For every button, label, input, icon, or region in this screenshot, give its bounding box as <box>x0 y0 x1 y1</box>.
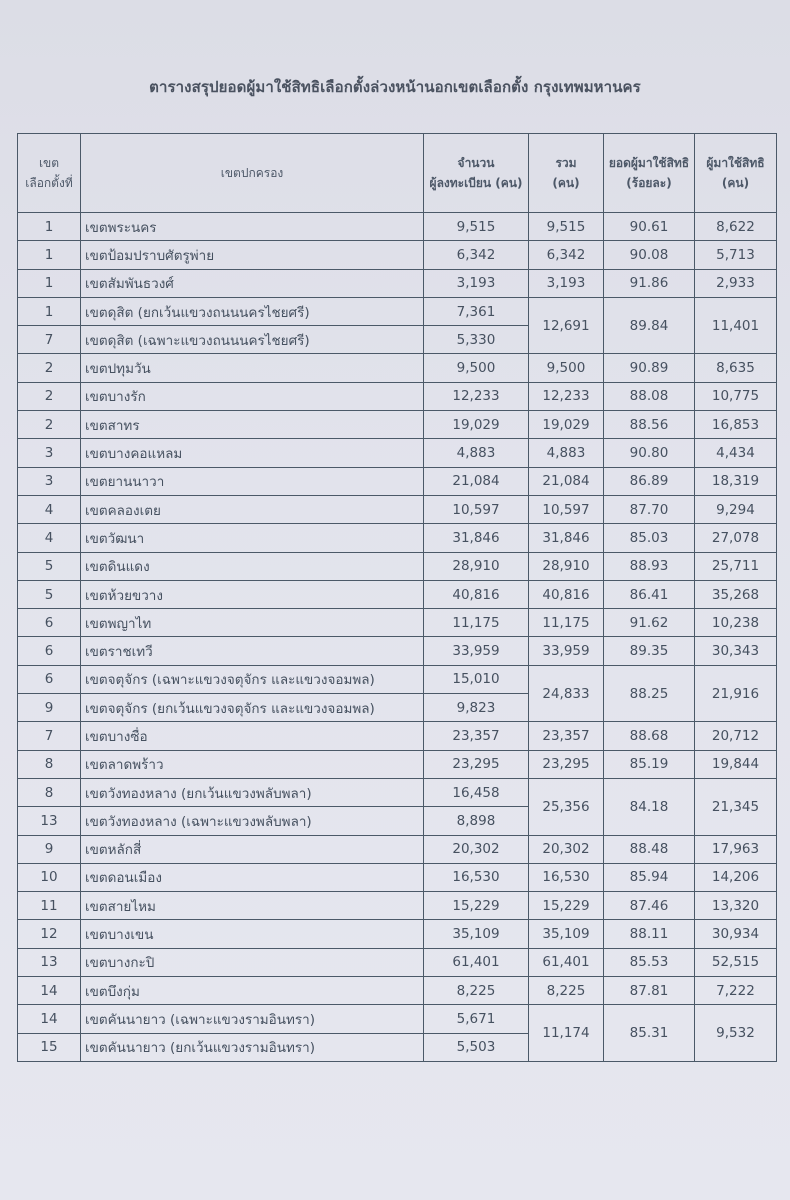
cell-registered: 23,357 <box>424 722 529 750</box>
table-row <box>18 722 777 750</box>
cell-total: 20,302 <box>529 835 604 863</box>
header-turnout-pct-line2: (ร้อยละ) <box>626 176 672 190</box>
cell-registered: 35,109 <box>424 920 529 948</box>
cell-district-name: เขตราชเทวี <box>81 637 424 665</box>
cell-zone: 9 <box>18 835 81 863</box>
cell-total: 12,691 <box>529 297 604 354</box>
cell-registered: 5,330 <box>424 326 529 354</box>
header-total <box>529 134 604 213</box>
cell-voters: 27,078 <box>695 524 777 552</box>
table-row <box>18 637 777 665</box>
cell-total: 3,193 <box>529 269 604 297</box>
cell-total: 25,356 <box>529 778 604 835</box>
cell-registered: 5,503 <box>424 1033 529 1061</box>
cell-district-name: เขตห้วยขวาง <box>81 580 424 608</box>
cell-registered: 12,233 <box>424 382 529 410</box>
table-row <box>18 920 777 948</box>
cell-zone: 6 <box>18 637 81 665</box>
cell-zone: 15 <box>18 1033 81 1061</box>
cell-district-name: เขตบางคอแหลม <box>81 439 424 467</box>
cell-registered: 8,898 <box>424 807 529 835</box>
cell-voters: 14,206 <box>695 863 777 891</box>
cell-district-name: เขตจตุจักร (ยกเว้นแขวงจตุจักร และแขวงจอมพล) <box>81 694 424 722</box>
cell-zone: 14 <box>18 977 81 1005</box>
table-body <box>18 213 777 1062</box>
cell-district-name: เขตคลองเตย <box>81 495 424 523</box>
cell-zone: 10 <box>18 863 81 891</box>
cell-zone: 1 <box>18 297 81 325</box>
cell-district-name: เขตป้อมปราบศัตรูพ่าย <box>81 241 424 269</box>
cell-registered: 4,883 <box>424 439 529 467</box>
table-row <box>18 892 777 920</box>
cell-voters: 19,844 <box>695 750 777 778</box>
cell-voters: 13,320 <box>695 892 777 920</box>
header-registered-line1: จำนวน <box>457 156 495 170</box>
cell-registered: 31,846 <box>424 524 529 552</box>
cell-turnout-pct: 90.80 <box>604 439 695 467</box>
header-turnout-pct-line1: ยอดผู้มาใช้สิทธิ <box>608 156 690 170</box>
cell-registered: 40,816 <box>424 580 529 608</box>
cell-zone: 8 <box>18 750 81 778</box>
table-row <box>18 297 777 325</box>
cell-turnout-pct: 88.56 <box>604 411 695 439</box>
cell-total: 10,597 <box>529 495 604 523</box>
cell-total: 11,174 <box>529 1005 604 1062</box>
cell-voters: 25,711 <box>695 552 777 580</box>
cell-registered: 8,225 <box>424 977 529 1005</box>
cell-turnout-pct: 87.46 <box>604 892 695 920</box>
table-row <box>18 977 777 1005</box>
cell-district-name: เขตสายไหม <box>81 892 424 920</box>
table-row <box>18 495 777 523</box>
cell-registered: 16,530 <box>424 863 529 891</box>
cell-district-name: เขตยานนาวา <box>81 467 424 495</box>
cell-district-name: เขตปทุมวัน <box>81 354 424 382</box>
cell-registered: 28,910 <box>424 552 529 580</box>
cell-district-name: เขตสาทร <box>81 411 424 439</box>
header-total-line1: รวม <box>555 156 577 170</box>
turnout-table <box>17 133 777 1062</box>
cell-district-name: เขตบางกะปิ <box>81 948 424 976</box>
cell-total: 11,175 <box>529 609 604 637</box>
cell-total: 19,029 <box>529 411 604 439</box>
cell-voters: 5,713 <box>695 241 777 269</box>
cell-voters: 8,622 <box>695 213 777 241</box>
cell-zone: 9 <box>18 694 81 722</box>
cell-zone: 5 <box>18 580 81 608</box>
header-voters <box>695 134 777 213</box>
table-row <box>18 665 777 693</box>
cell-total: 61,401 <box>529 948 604 976</box>
cell-zone: 7 <box>18 722 81 750</box>
cell-district-name: เขตจตุจักร (เฉพาะแขวงจตุจักร และแขวงจอมพล) <box>81 665 424 693</box>
cell-registered: 10,597 <box>424 495 529 523</box>
cell-total: 40,816 <box>529 580 604 608</box>
cell-turnout-pct: 88.68 <box>604 722 695 750</box>
cell-turnout-pct: 88.48 <box>604 835 695 863</box>
cell-turnout-pct: 88.11 <box>604 920 695 948</box>
header-total-line2: (คน) <box>552 176 580 190</box>
header-voters-line2: (คน) <box>721 176 750 190</box>
cell-voters: 30,934 <box>695 920 777 948</box>
cell-turnout-pct: 90.08 <box>604 241 695 269</box>
cell-registered: 21,084 <box>424 467 529 495</box>
cell-voters: 21,345 <box>695 778 777 835</box>
header-district-no-line1: เขต <box>38 156 60 170</box>
cell-turnout-pct: 90.61 <box>604 213 695 241</box>
cell-district-name: เขตดอนเมือง <box>81 863 424 891</box>
cell-total: 4,883 <box>529 439 604 467</box>
header-district-no-line2: เลือกตั้งที่ <box>25 176 73 190</box>
cell-total: 9,500 <box>529 354 604 382</box>
cell-district-name: เขตพระนคร <box>81 213 424 241</box>
cell-zone: 3 <box>18 439 81 467</box>
cell-voters: 20,712 <box>695 722 777 750</box>
cell-voters: 35,268 <box>695 580 777 608</box>
table-row <box>18 580 777 608</box>
cell-zone: 3 <box>18 467 81 495</box>
cell-total: 24,833 <box>529 665 604 722</box>
cell-voters: 8,635 <box>695 354 777 382</box>
cell-zone: 4 <box>18 524 81 552</box>
cell-voters: 9,532 <box>695 1005 777 1062</box>
cell-voters: 10,775 <box>695 382 777 410</box>
cell-turnout-pct: 91.86 <box>604 269 695 297</box>
table-row <box>18 439 777 467</box>
cell-zone: 14 <box>18 1005 81 1033</box>
cell-district-name: เขตสัมพันธวงศ์ <box>81 269 424 297</box>
cell-zone: 11 <box>18 892 81 920</box>
table-row <box>18 863 777 891</box>
cell-zone: 6 <box>18 665 81 693</box>
cell-registered: 3,193 <box>424 269 529 297</box>
cell-district-name: เขตคันนายาว (เฉพาะแขวงรามอินทรา) <box>81 1005 424 1033</box>
table-row <box>18 948 777 976</box>
cell-voters: 17,963 <box>695 835 777 863</box>
cell-registered: 9,500 <box>424 354 529 382</box>
cell-total: 8,225 <box>529 977 604 1005</box>
cell-zone: 1 <box>18 241 81 269</box>
cell-zone: 7 <box>18 326 81 354</box>
cell-voters: 4,434 <box>695 439 777 467</box>
table-header-row <box>18 134 777 213</box>
table-row <box>18 609 777 637</box>
cell-zone: 6 <box>18 609 81 637</box>
cell-registered: 9,515 <box>424 213 529 241</box>
cell-registered: 15,229 <box>424 892 529 920</box>
cell-zone: 2 <box>18 411 81 439</box>
table-row <box>18 354 777 382</box>
cell-district-name: เขตคันนายาว (ยกเว้นแขวงรามอินทรา) <box>81 1033 424 1061</box>
cell-registered: 6,342 <box>424 241 529 269</box>
cell-zone: 13 <box>18 807 81 835</box>
cell-voters: 21,916 <box>695 665 777 722</box>
table-row <box>18 241 777 269</box>
table-row <box>18 213 777 241</box>
cell-total: 6,342 <box>529 241 604 269</box>
cell-total: 15,229 <box>529 892 604 920</box>
cell-turnout-pct: 85.94 <box>604 863 695 891</box>
cell-zone: 12 <box>18 920 81 948</box>
cell-registered: 11,175 <box>424 609 529 637</box>
cell-total: 23,295 <box>529 750 604 778</box>
table-row <box>18 269 777 297</box>
cell-turnout-pct: 89.84 <box>604 297 695 354</box>
cell-district-name: เขตวัฒนา <box>81 524 424 552</box>
cell-district-name: เขตพญาไท <box>81 609 424 637</box>
cell-zone: 13 <box>18 948 81 976</box>
table-row <box>18 835 777 863</box>
table-row <box>18 382 777 410</box>
cell-voters: 52,515 <box>695 948 777 976</box>
cell-registered: 20,302 <box>424 835 529 863</box>
table-row <box>18 1005 777 1033</box>
cell-turnout-pct: 84.18 <box>604 778 695 835</box>
page-title: ตารางสรุปยอดผู้มาใช้สิทธิเลือกตั้งล่วงหน้านอกเขตเลือกตั้ง กรุงเทพมหานคร <box>149 78 641 96</box>
cell-registered: 16,458 <box>424 778 529 806</box>
cell-district-name: เขตดุสิต (เฉพาะแขวงถนนนครไชยศรี) <box>81 326 424 354</box>
cell-zone: 1 <box>18 213 81 241</box>
cell-total: 12,233 <box>529 382 604 410</box>
cell-turnout-pct: 85.31 <box>604 1005 695 1062</box>
header-registered <box>424 134 529 213</box>
table-row <box>18 750 777 778</box>
cell-turnout-pct: 90.89 <box>604 354 695 382</box>
cell-registered: 15,010 <box>424 665 529 693</box>
cell-turnout-pct: 85.19 <box>604 750 695 778</box>
cell-district-name: เขตบางเขน <box>81 920 424 948</box>
table-row <box>18 467 777 495</box>
header-registered-line2: ผู้ลงทะเบียน (คน) <box>429 176 523 190</box>
cell-registered: 9,823 <box>424 694 529 722</box>
cell-total: 23,357 <box>529 722 604 750</box>
cell-registered: 19,029 <box>424 411 529 439</box>
cell-voters: 2,933 <box>695 269 777 297</box>
cell-district-name: เขตวังทองหลาง (ยกเว้นแขวงพลับพลา) <box>81 778 424 806</box>
cell-voters: 30,343 <box>695 637 777 665</box>
cell-district-name: เขตวังทองหลาง (เฉพาะแขวงพลับพลา) <box>81 807 424 835</box>
cell-voters: 18,319 <box>695 467 777 495</box>
header-turnout-pct <box>604 134 695 213</box>
cell-total: 35,109 <box>529 920 604 948</box>
cell-voters: 9,294 <box>695 495 777 523</box>
cell-registered: 7,361 <box>424 297 529 325</box>
header-district-no <box>18 134 81 213</box>
cell-zone: 1 <box>18 269 81 297</box>
cell-turnout-pct: 85.03 <box>604 524 695 552</box>
cell-zone: 8 <box>18 778 81 806</box>
cell-turnout-pct: 87.81 <box>604 977 695 1005</box>
cell-district-name: เขตดุสิต (ยกเว้นแขวงถนนนครไชยศรี) <box>81 297 424 325</box>
cell-district-name: เขตดินแดง <box>81 552 424 580</box>
table-row <box>18 552 777 580</box>
cell-district-name: เขตบางซื่อ <box>81 722 424 750</box>
cell-turnout-pct: 86.89 <box>604 467 695 495</box>
cell-total: 9,515 <box>529 213 604 241</box>
cell-turnout-pct: 87.70 <box>604 495 695 523</box>
table-row <box>18 524 777 552</box>
cell-turnout-pct: 88.25 <box>604 665 695 722</box>
cell-district-name: เขตบางรัก <box>81 382 424 410</box>
cell-registered: 23,295 <box>424 750 529 778</box>
cell-district-name: เขตหลักสี่ <box>81 835 424 863</box>
cell-total: 21,084 <box>529 467 604 495</box>
cell-zone: 2 <box>18 382 81 410</box>
cell-turnout-pct: 88.08 <box>604 382 695 410</box>
cell-turnout-pct: 91.62 <box>604 609 695 637</box>
cell-registered: 33,959 <box>424 637 529 665</box>
cell-district-name: เขตลาดพร้าว <box>81 750 424 778</box>
cell-voters: 11,401 <box>695 297 777 354</box>
table-row <box>18 411 777 439</box>
cell-registered: 61,401 <box>424 948 529 976</box>
header-admin-district: เขตปกครอง <box>81 134 424 213</box>
cell-zone: 2 <box>18 354 81 382</box>
table-row <box>18 778 777 806</box>
cell-turnout-pct: 89.35 <box>604 637 695 665</box>
cell-district-name: เขตบึงกุ่ม <box>81 977 424 1005</box>
cell-zone: 4 <box>18 495 81 523</box>
cell-voters: 7,222 <box>695 977 777 1005</box>
cell-total: 16,530 <box>529 863 604 891</box>
cell-turnout-pct: 88.93 <box>604 552 695 580</box>
cell-total: 33,959 <box>529 637 604 665</box>
cell-voters: 16,853 <box>695 411 777 439</box>
cell-registered: 5,671 <box>424 1005 529 1033</box>
cell-zone: 5 <box>18 552 81 580</box>
header-voters-line1: ผู้มาใช้สิทธิ <box>706 156 765 170</box>
cell-voters: 10,238 <box>695 609 777 637</box>
cell-turnout-pct: 85.53 <box>604 948 695 976</box>
cell-total: 28,910 <box>529 552 604 580</box>
cell-total: 31,846 <box>529 524 604 552</box>
cell-turnout-pct: 86.41 <box>604 580 695 608</box>
